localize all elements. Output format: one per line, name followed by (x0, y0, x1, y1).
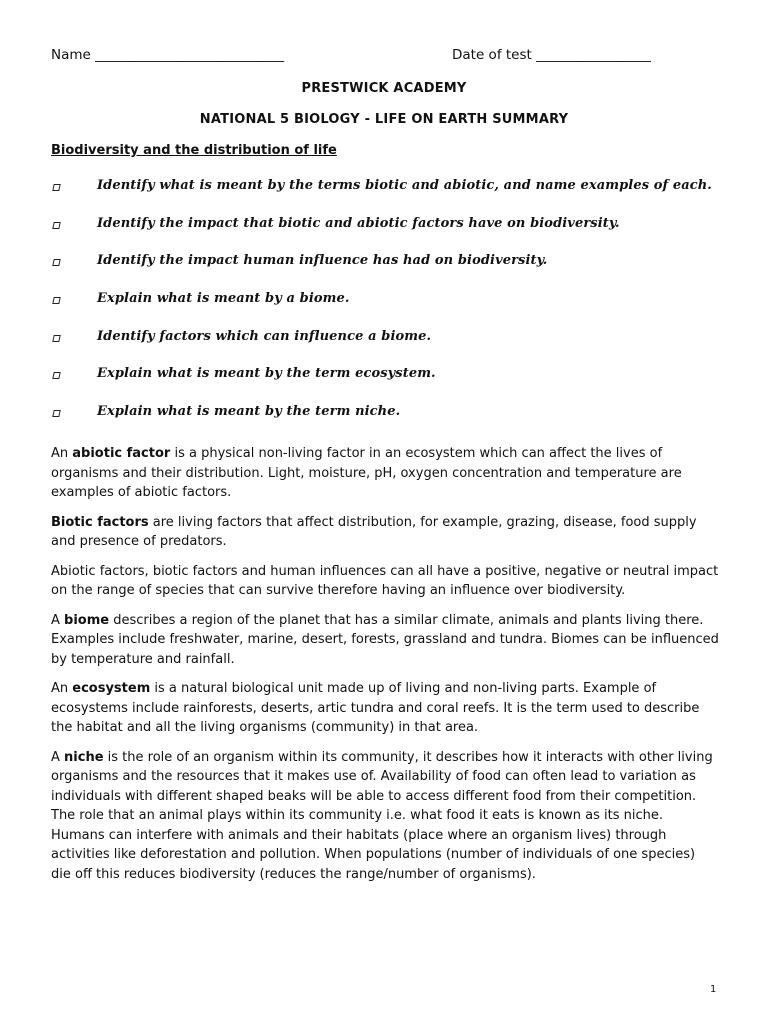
outcome-item (51, 216, 741, 254)
paragraph-text: is a natural biological unit made up of living and non-living parts. Example of ecosystems include rainforests, deserts, artic tundra and coral reefs. It is the term used to describe the habitat and all the living organisms (community) in that area. (51, 681, 700, 735)
checkbox-icon (52, 410, 60, 417)
date-blank: _________________ (536, 47, 651, 63)
name-label: Name (51, 47, 91, 63)
checkbox-icon (52, 259, 60, 266)
outcome-item (51, 291, 741, 329)
paragraph-ecosystem (51, 679, 719, 738)
paragraph-text: A (51, 612, 65, 628)
outcome-item (51, 366, 741, 404)
paragraph-abiotic (51, 444, 719, 503)
outcome-item (51, 253, 741, 291)
paragraph-niche (51, 748, 719, 885)
section-title: Biodiversity and the distribution of life (51, 143, 337, 158)
outcome-text: Explain what is meant by the term niche. (97, 404, 401, 420)
key-term-biotic: Biotic factors (51, 514, 149, 530)
outcome-text: Identify the impact human influence has had on biodiversity. (97, 253, 548, 269)
paragraph-text: is the role of an organism within its community, it describes how it interacts with other living organisms and the resources that it makes use of. Availability of food can often lead to variation as individuals with different shaped beaks will be able to access different food from their competition. The role that an animal plays within its community i.e. what food it eats is known as its niche. Humans can interfere with animals and their habitats (place where an organism lives) through activities like deforestation and pollution. When populations (number of individuals of one species) die off this reduces biodiversity (reduces the range/number of organisms). (51, 749, 713, 882)
outcome-item (51, 404, 741, 442)
outcome-text: Identify the impact that biotic and abiotic factors have on biodiversity. (97, 215, 620, 231)
page-number: 1 (710, 984, 717, 995)
key-term-abiotic: abiotic factor (72, 446, 171, 461)
outcome-text: Explain what is meant by the term ecosystem. (97, 366, 436, 382)
name-blank: ____________________________ (95, 47, 285, 63)
checkbox-icon (52, 335, 60, 342)
date-field-line (452, 47, 651, 63)
name-field-line (51, 47, 284, 63)
paragraph-text: An (51, 681, 73, 696)
paragraph-text: is a physical non-living factor in an ecosystem which can affect the lives of organisms and their distribution. Light, moisture, pH, oxygen concentration and temperature are examples of abiotic factors. (51, 446, 682, 500)
key-term-niche: niche (64, 749, 104, 765)
key-term-ecosystem: ecosystem (72, 681, 151, 696)
outcome-item (51, 329, 741, 367)
summary-body (51, 444, 719, 894)
paragraph-text: describes a region of the planet that has a similar climate, animals and plants living there. Examples include freshwater, marine, desert, forests, grassland and tundra. Biomes can be influenced by temperature and rainfall. (51, 612, 719, 667)
outcome-text: Identify factors which can influence a biome. (97, 328, 432, 344)
outcome-text: Identify what is meant by the terms biotic and abiotic, and name examples of each. (97, 178, 712, 193)
paragraph-text: Abiotic factors, biotic factors and human influences can all have a positive, negative or neutral impact on the range of species that can survive therefore having an influence over biodiversity. (51, 563, 719, 598)
checkbox-icon (52, 372, 60, 379)
checkbox-icon (52, 297, 60, 304)
learning-outcomes-list (51, 178, 741, 442)
paragraph-biome (51, 611, 719, 670)
date-label: Date of test (452, 47, 532, 63)
paragraph-text: are living factors that affect distribution, for example, grazing, disease, food supply and presence of predators. (51, 514, 697, 549)
key-term-biome: biome (64, 612, 110, 628)
checkbox-icon (52, 184, 60, 191)
checkbox-icon (52, 222, 60, 229)
outcome-text: Explain what is meant by a biome. (97, 291, 350, 307)
course-title: NATIONAL 5 BIOLOGY - LIFE ON EARTH SUMMARY (199, 112, 569, 127)
paragraph-text: An (51, 446, 73, 461)
outcome-item (51, 178, 741, 216)
paragraph-biotic (51, 513, 719, 552)
school-name: PRESTWICK ACADEMY (301, 81, 467, 96)
paragraph-influence (51, 562, 719, 601)
paragraph-text: A (51, 749, 65, 765)
